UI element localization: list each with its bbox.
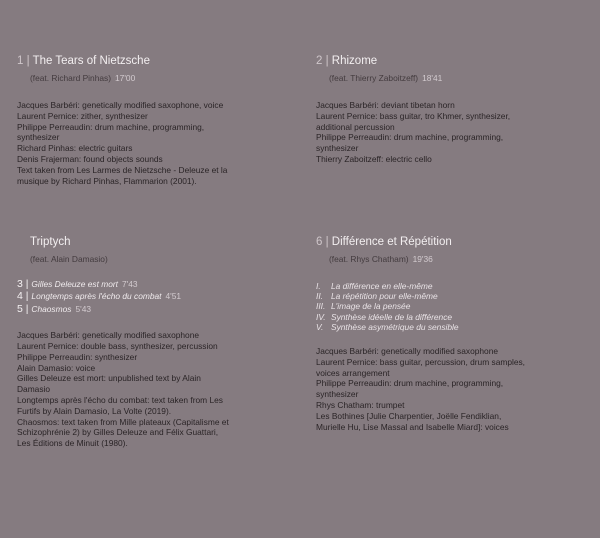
track-1-title: 1 | The Tears of Nietzsche — [17, 55, 150, 67]
list-item — [316, 291, 596, 301]
credit-line: Laurent Pernice: zither, synthesizer — [17, 110, 148, 121]
track-6-number: 6 — [316, 236, 323, 248]
part-title: Chaosmos — [31, 303, 72, 314]
track-6-name: Différence et Répétition — [331, 236, 452, 248]
track-2-feat-artist: (feat. Thierry Zaboitzeff) — [329, 73, 419, 83]
track-2-feat — [329, 73, 596, 83]
credit-line: Damasio — [17, 384, 51, 395]
movement-number: III. — [316, 301, 326, 312]
credit-line: Schizophrénie 2) by Gilles Deleuze and Félix Guattari, — [17, 427, 219, 438]
credit-line: Furtifs by Alain Damasio, La Volte (2019). — [17, 405, 172, 416]
movement-title: La différence en elle-même — [331, 281, 433, 291]
movement-number: II. — [316, 291, 323, 302]
track-1-feat — [30, 73, 307, 83]
track-1-credits — [17, 100, 307, 186]
credit-line: additional percussion — [316, 121, 395, 132]
part-title: Longtemps après l'écho du combat — [31, 291, 162, 302]
triptych-title: Triptych — [30, 236, 71, 248]
track-6-duration: 19'36 — [412, 254, 433, 264]
list-item — [316, 301, 596, 311]
movement-title: Synthèse asymétrique du sensible — [331, 321, 459, 332]
credit-line: Philippe Perreaudin: drum machine, programming, — [316, 132, 504, 143]
track-2-duration: 18'41 — [422, 73, 443, 83]
credit-line: Rhys Chatham: trumpet — [316, 400, 405, 410]
movement-number: IV. — [316, 311, 326, 322]
credit-line: Alain Damasio: voice — [17, 362, 96, 373]
list-item: 3 | Gilles Deleuze est mort 7'43 — [17, 278, 138, 290]
list-item: 4 | Longtemps après l'écho du combat 4'51 — [17, 290, 182, 303]
credit-line: synthesizer — [17, 132, 60, 143]
movement-title: Synthèse idéelle de la différence — [331, 311, 453, 322]
credit-line: Jacques Barbéri: genetically modified saxophone — [17, 330, 200, 341]
credit-line: musique by Richard Pinhas, Flammarion (2001). — [17, 175, 197, 186]
movement-title: La répétition pour elle-même — [331, 291, 438, 302]
credit-line: Text taken from Les Larmes de Nietzsche - Deleuze et la — [17, 164, 228, 175]
track-2-number: 2 — [316, 55, 323, 67]
track-6-feat-artist: (feat. Rhys Chatham) — [329, 254, 409, 264]
movement-number: V. — [316, 321, 324, 332]
part-title: Gilles Deleuze est mort — [31, 279, 118, 289]
part-number: 4 — [17, 290, 23, 303]
track-1-number: 1 — [17, 55, 24, 67]
list-item — [316, 312, 596, 322]
part-duration: 5'43 — [75, 303, 92, 314]
list-item — [316, 281, 596, 291]
triptych-credits — [17, 330, 307, 449]
track-1-name: The Tears of Nietzsche — [32, 55, 150, 67]
credit-line: Laurent Pernice: double bass, synthesizer, percussion — [17, 341, 218, 352]
credit-line: Philippe Perreaudin: drum machine, programming, — [316, 378, 504, 389]
track-2-title: 2 | Rhizome — [316, 55, 378, 67]
triptych-parts — [17, 278, 307, 315]
credit-line: Philippe Perreaudin: drum machine, programming, — [17, 121, 205, 132]
part-number: 3 — [17, 278, 23, 290]
credit-line: Thierry Zaboitzeff: electric cello — [316, 153, 432, 164]
track-1-duration: 17'00 — [115, 73, 136, 83]
track-1-feat-artist: (feat. Richard Pinhas) — [30, 73, 111, 83]
track-2-credits — [316, 100, 596, 165]
movement-title: L'image de la pensée — [331, 301, 411, 312]
list-item: 5 | Chaosmos 5'43 — [17, 302, 92, 315]
credit-line: synthesizer — [316, 143, 359, 154]
credit-line: Gilles Deleuze est mort: unpublished text by Alain — [17, 373, 201, 384]
track-2-block — [316, 55, 596, 165]
credit-line: Jacques Barbéri: deviant tibetan horn — [316, 100, 455, 110]
credit-line: Denis Frajerman: found objects sounds — [17, 153, 163, 164]
credit-line: Laurent Pernice: bass guitar, percussion, drum samples, — [316, 356, 526, 367]
track-6-title: 6 | Différence et Répétition — [316, 236, 452, 248]
triptych-block — [17, 236, 307, 449]
movement-number: I. — [316, 281, 321, 291]
credit-line: voices arrangement — [316, 367, 390, 378]
part-duration: 7'43 — [121, 279, 138, 289]
credit-line: Longtemps après l'écho du combat: text taken from Les — [17, 395, 223, 405]
track-6-block — [316, 236, 596, 432]
triptych-feat: (feat. Alain Damasio) — [30, 254, 108, 264]
credit-line: synthesizer — [316, 389, 359, 400]
track-1-block — [17, 55, 307, 186]
credit-line: Murielle Hu, Lise Massal and Isabelle Miard]: voices — [316, 421, 509, 432]
credit-line: Les Éditions de Minuit (1980). — [17, 438, 128, 449]
list-item — [316, 322, 596, 332]
credit-line: Jacques Barbéri: genetically modified saxophone — [316, 346, 499, 357]
credit-line: Richard Pinhas: electric guitars — [17, 143, 133, 154]
track-6-movements — [316, 281, 596, 332]
credit-line: Chaosmos: text taken from Mille plateaux (Capitalisme et — [17, 416, 229, 427]
part-number: 5 — [17, 302, 23, 315]
track-6-credits — [316, 346, 596, 432]
credit-line: Laurent Pernice: bass guitar, tro Khmer, synthesizer, — [316, 110, 511, 121]
credit-line: Les Bothines [Julie Charpentier, Joëlle Fendiklian, — [316, 410, 502, 421]
track-6-feat — [329, 254, 596, 264]
part-duration: 4'51 — [165, 291, 182, 302]
credit-line: Jacques Barbéri: genetically modified saxophone, voice — [17, 100, 224, 110]
credit-line: Philippe Perreaudin: synthesizer — [17, 351, 138, 362]
track-2-name: Rhizome — [331, 55, 378, 67]
